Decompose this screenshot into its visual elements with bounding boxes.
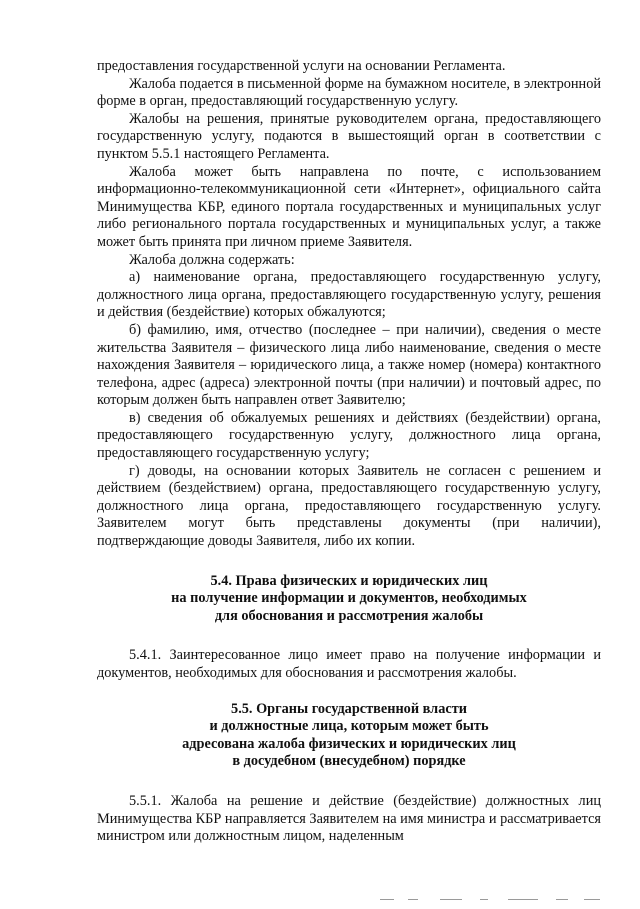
list-item-b: б) фамилию, имя, отчество (последнее – при наличии), сведения о месте жительства Заявителя – физического лица либо наименование, сведения о месте нахождения Заявителя – юридического лица, а также номер (номера) контактного телефона, адрес (адреса) электронной почты (при наличии) и почтовый адрес, по которым должен быть направлен ответ Заявителю; bbox=[97, 321, 601, 409]
section-heading-line: 5.4. Права физических и юридических лиц bbox=[210, 572, 488, 589]
section-heading-line: на получение информации и документов, необходимых bbox=[171, 590, 527, 607]
section-heading-line: адресована жалоба физических и юридических лиц bbox=[182, 735, 516, 752]
document-body bbox=[97, 58, 601, 846]
section-heading-line: и должностные лица, которым может быть bbox=[209, 718, 489, 735]
scan-artifact-marks bbox=[380, 898, 600, 902]
paragraph-5-5-1: 5.5.1. Жалоба на решение и действие (бездействие) должностных лиц Минимущества КБР направляется Заявителем на имя министра и рассматривается министром или должностным лицом, наделенным bbox=[97, 792, 601, 845]
section-heading-line: 5.5. Органы государственной власти bbox=[231, 700, 467, 717]
section-5-5-heading bbox=[97, 701, 601, 771]
paragraph-head-decisions: Жалобы на решения, принятые руководителем органа, предоставляющего государственную услугу, подаются в вышестоящий орган в соответствии с пунктом 5.5.1 настоящего Регламента. bbox=[97, 110, 601, 162]
section-heading-line: в досудебном (внесудебном) порядке bbox=[232, 753, 466, 770]
paragraph-submission-channels: Жалоба может быть направлена по почте, с использованием информационно-телекоммуникационной сети «Интернет», официального сайта Минимущества КБР, единого портала государственных и муниципальных услуг либо регионального портала государственных и муниципальных услуг, а также может быть принята при личном приеме Заявителя. bbox=[97, 163, 601, 250]
paragraph-submission-form: Жалоба подается в письменной форме на бумажном носителе, в электронной форме в орган, предоставляющий государственную услугу. bbox=[97, 75, 601, 110]
list-item-a: а) наименование органа, предоставляющего государственную услугу, должностного лица органа, предоставляющего государственную услугу, решения и действия (бездействие) которых обжалуются; bbox=[97, 269, 601, 321]
list-item-v: в) сведения об обжалуемых решениях и действиях (бездействии) органа, предоставляющего государственную услугу, должностного лица органа, предоставляющего государственную услугу; bbox=[97, 409, 601, 462]
paragraph-must-contain: Жалоба должна содержать: bbox=[129, 251, 295, 268]
paragraph-continuation: предоставления государственной услуги на основании Регламента. bbox=[97, 58, 506, 74]
paragraph-5-4-1: 5.4.1. Заинтересованное лицо имеет право на получение информации и документов, необходимых для обоснования и рассмотрения жалобы. bbox=[97, 647, 601, 681]
section-5-4-heading bbox=[97, 573, 601, 626]
section-heading-line: для обоснования и рассмотрения жалобы bbox=[214, 607, 484, 624]
list-item-g: г) доводы, на основании которых Заявитель не согласен с решением и действием (бездействием) органа, предоставляющего государственную услугу, должностного лица органа, предоставляющего государственную услугу. Заявителем могут быть представлены документы (при наличии), подтверждающие доводы Заявителя, либо их копии. bbox=[97, 462, 601, 550]
